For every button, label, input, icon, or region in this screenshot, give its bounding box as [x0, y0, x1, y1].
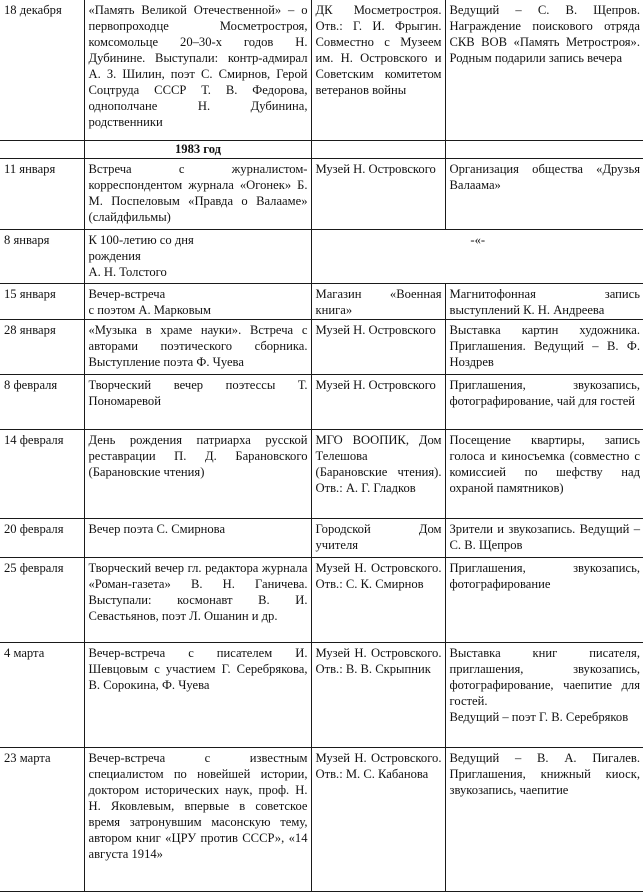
table-row: [0, 518, 643, 557]
venue-cell: Музей Н. Островского: [311, 374, 445, 429]
venue-cell: Магазин «Военная книга»: [311, 283, 445, 319]
notes-cell: [445, 642, 643, 747]
venue-cell: Музей Н. Островского: [311, 319, 445, 374]
notes-cell: Приглашения, звукозапись, фотографирование: [445, 557, 643, 642]
table-row: [0, 319, 643, 374]
table-row: [0, 0, 643, 140]
venue-cell: Музей Н. Островского. Отв.: С. К. Смирнов: [311, 557, 445, 642]
event-cell: Творческий вечер гл. редактора журнала «Роман-газета» В. Н. Ганичева. Выступали: космонавт В. И. Севастьянов, поэт Л. Ошанин и др.: [84, 557, 311, 642]
event-cell: Вечер-встреча с известным специалистом по новейшей истории, доктором исторических наук, проф. Н. Н. Яковлевым, впервые в советское время затронувшим масонскую тему, автором книг «ЦРУ против СССР», «14 августа 1914»: [84, 747, 311, 892]
ditto-mark: -«-: [311, 229, 643, 283]
notes-host: Ведущий – поэт Г. В. Серебряков: [449, 709, 629, 724]
event-cell: Вечер-встреча с писателем И. Шевцовым с участием Г. Серебрякова, В. Сорокина, Ф. Чуева: [84, 642, 311, 747]
venue-cell: Музей Н. Островского. Отв.: М. С. Кабанова: [311, 747, 445, 892]
date-cell: 20 февраля: [0, 518, 84, 557]
table-row: [0, 747, 643, 892]
notes-cell: Ведущий – С. В. Щепров. Награждение поискового отряда СКВ ВОВ «Память Метростроя». Родным подарили запись вечера: [445, 0, 643, 140]
venue-cell: МГО ВООПИК, Дом Телешова (Барановские чтения). Отв.: А. Г. Гладков: [311, 429, 445, 518]
venue-cell: Музей Н. Островского: [311, 158, 445, 229]
notes-cell: Приглашения, звукозапись, фотографирование, чай для гостей: [445, 374, 643, 429]
event-cell: Встреча с журналистом-корреспондентом журнала «Огонек» Б. М. Поспеловым «Правда о Валааме» (слайдфильмы): [84, 158, 311, 229]
venue-cell: Музей Н. Островского. Отв.: В. В. Скрыпник: [311, 642, 445, 747]
year-heading: 1983 год: [84, 140, 311, 158]
event-line: К 100-летию со дня: [88, 232, 194, 247]
empty-cell: [311, 140, 445, 158]
date-cell: 14 февраля: [0, 429, 84, 518]
empty-cell: [0, 140, 84, 158]
venue-cell: Городской Дом учителя: [311, 518, 445, 557]
event-cell: Творческий вечер поэтессы Т. Пономаревой: [84, 374, 311, 429]
table-row: [0, 283, 643, 319]
date-cell: 11 января: [0, 158, 84, 229]
event-line: рождения: [88, 248, 141, 263]
table-row: [0, 158, 643, 229]
notes-cell: Зрители и звукозапись. Ведущий – С. В. Щепров: [445, 518, 643, 557]
notes-text: Выставка книг писателя, приглашения, звукозапись, фотографирование, чаепитие для гостей.: [449, 645, 640, 708]
date-cell: 28 января: [0, 319, 84, 374]
table-row: [0, 557, 643, 642]
table-row: [0, 429, 643, 518]
date-cell: 4 марта: [0, 642, 84, 747]
event-line: с поэтом А. Марковым: [88, 302, 211, 317]
date-cell: 15 января: [0, 283, 84, 319]
table-row: [0, 642, 643, 747]
date-cell: 18 декабря: [0, 0, 84, 140]
table-row: [0, 229, 643, 283]
table-row: [0, 374, 643, 429]
notes-cell: Ведущий – В. А. Пигалев. Приглашения, книжный киоск, звукозапись, чаепитие: [445, 747, 643, 892]
event-line: А. Н. Толстого: [88, 264, 167, 279]
event-cell: День рождения патриарха русской реставрации П. Д. Барановского (Барановские чтения): [84, 429, 311, 518]
notes-cell: Выставка картин художника. Приглашения. Ведущий – В. Ф. Ноздрев: [445, 319, 643, 374]
venue-cell: ДК Мосметростроя. Отв.: Г. И. Фрыгин. Совместно с Музеем им. Н. Островского и Советским комитетом ветеранов войны: [311, 0, 445, 140]
notes-cell: Посещение квартиры, запись голоса и киносъемка (совместно с комиссией по шефству над охраной памятников): [445, 429, 643, 518]
event-cell: [84, 229, 311, 283]
date-cell: 25 февраля: [0, 557, 84, 642]
event-line: Вечер-встреча: [88, 286, 166, 301]
date-cell: 8 февраля: [0, 374, 84, 429]
notes-cell: Магнитофонная запись выступлений К. Н. Андреева: [445, 283, 643, 319]
event-cell: «Память Великой Отечественной» – о первопроходце Мосметростроя, комсомольце 20–30-х годов Н. Дубинине. Выступали: контр-адмирал А. З. Шилин, поэт С. Смирнов, Герой Соцтруда СССР Т. В. Федорова, однополчане Н. Дубинина, родственники: [84, 0, 311, 140]
event-cell: Вечер поэта С. Смирнова: [84, 518, 311, 557]
year-row: [0, 140, 643, 158]
date-cell: 23 марта: [0, 747, 84, 892]
event-cell: «Музыка в храме науки». Встреча с авторами поэтического сборника. Выступление поэта Ф. Чуева: [84, 319, 311, 374]
date-cell: 8 января: [0, 229, 84, 283]
empty-cell: [445, 140, 643, 158]
event-cell: [84, 283, 311, 319]
notes-cell: Организация общества «Друзья Валаама»: [445, 158, 643, 229]
